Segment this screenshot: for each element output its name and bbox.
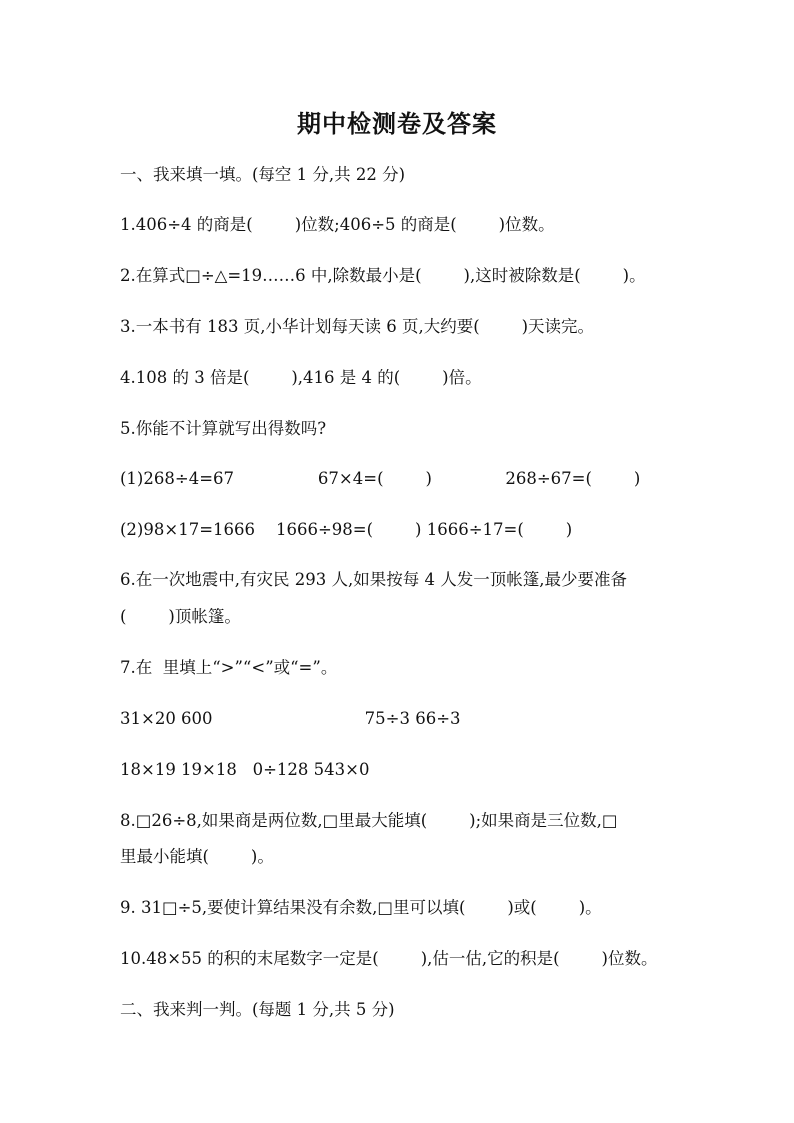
question-6: 6.在一次地震中,有灾民 293 人,如果按每 4 人发一顶帐篷,最少要准备 [120, 570, 627, 589]
question-7-row-2: 18×19 19×18 0÷128 543×0 [120, 760, 370, 779]
question-6-continued: ( )顶帐篷。 [120, 607, 241, 626]
question-5: 5.你能不计算就写出得数吗? [120, 419, 327, 438]
question-1: 1.406÷4 的商是( )位数;406÷5 的商是( )位数。 [120, 215, 555, 234]
question-5-part-1: (1)268÷4=67 67×4=( ) 268÷67=( ) [120, 469, 641, 488]
section-heading-judge: 二、我来判一判。(每题 1 分,共 5 分) [120, 1000, 395, 1019]
section-heading-fill-in: 一、我来填一填。(每空 1 分,共 22 分) [120, 165, 406, 184]
question-9: 9. 31□÷5,要使计算结果没有余数,□里可以填( )或( )。 [120, 898, 602, 917]
question-5-part-2: (2)98×17=1666 1666÷98=( ) 1666÷17=( ) [120, 520, 573, 539]
question-8-continued: 里最小能填( )。 [120, 847, 274, 866]
question-3: 3.一本书有 183 页,小华计划每天读 6 页,大约要( )天读完。 [120, 317, 595, 336]
question-7-row-1: 31×20 600 75÷3 66÷3 [120, 709, 461, 728]
page-title: 期中检测卷及答案 [297, 110, 497, 138]
question-7: 7.在 里填上“>”“<”或“=”。 [120, 658, 338, 677]
question-4: 4.108 的 3 倍是( ),416 是 4 的( )倍。 [120, 368, 482, 387]
question-2: 2.在算式□÷△=19……6 中,除数最小是( ),这时被除数是( )。 [120, 266, 646, 285]
question-8: 8.□26÷8,如果商是两位数,□里最大能填( );如果商是三位数,□ [120, 811, 618, 830]
question-10: 10.48×55 的积的末尾数字一定是( ),估一估,它的积是( )位数。 [120, 949, 658, 968]
